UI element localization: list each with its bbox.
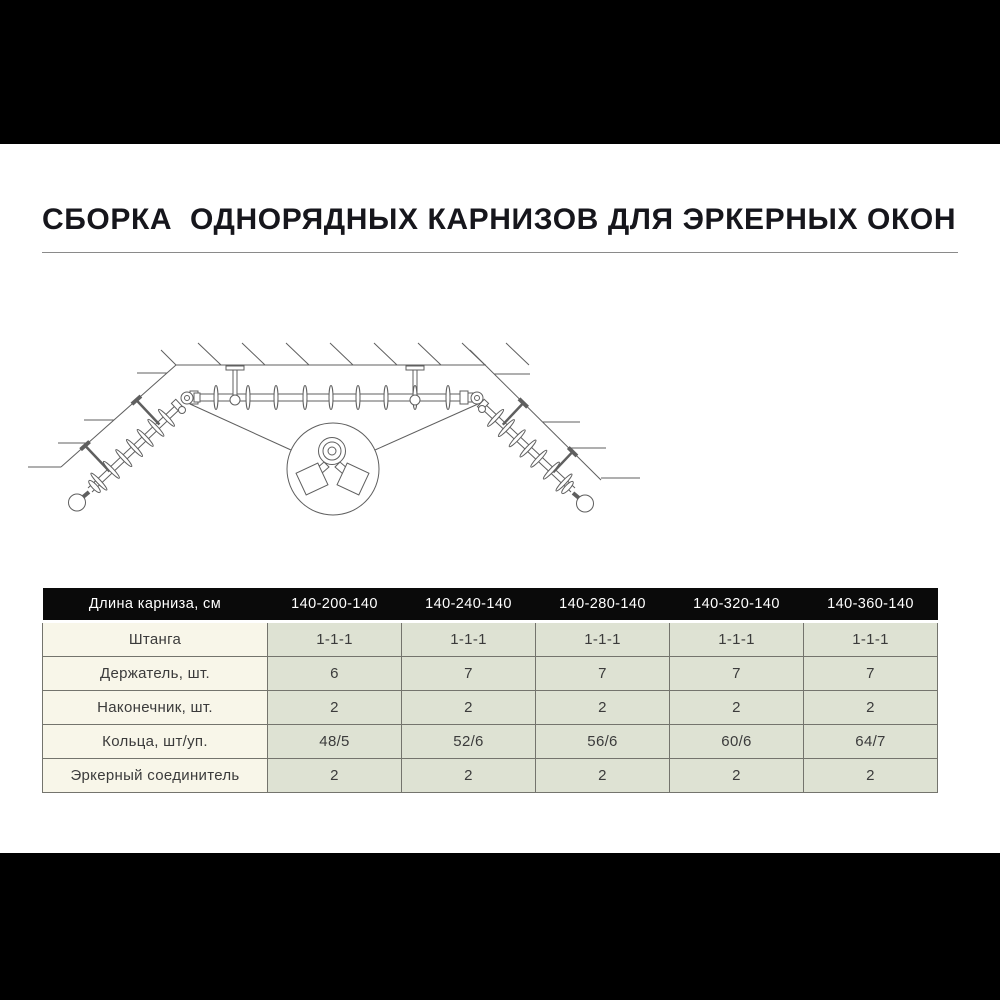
value-cell: 48/5 [268,725,402,759]
row-label: Эркерный соединитель [43,759,268,793]
table-body [43,622,938,793]
finial-ball [69,494,86,511]
value-cell: 56/6 [536,725,670,759]
value-cell: 2 [670,759,804,793]
finial-ball [577,495,594,512]
letterbox-top [0,0,1000,144]
row-label: Держатель, шт. [43,657,268,691]
left-angled-rod [69,396,186,511]
page-title: СБОРКА ОДНОРЯДНЫХ КАРНИЗОВ ДЛЯ ЭРКЕРНЫХ ОКОН [42,203,957,236]
column-header: 140-280-140 [536,588,670,622]
cornice-assembly-drawing [28,330,648,558]
value-cell: 7 [536,657,670,691]
row-label: Кольца, шт/уп. [43,725,268,759]
letterbox-bottom [0,853,1000,1000]
column-header: 140-360-140 [804,588,938,622]
value-cell: 2 [268,691,402,725]
column-header: 140-240-140 [402,588,536,622]
value-cell: 1-1-1 [402,622,536,657]
table-header-row [43,588,938,622]
column-header: Длина карниза, см [43,588,268,622]
wall-hatching [198,343,529,365]
value-cell: 1-1-1 [804,622,938,657]
row-label: Штанга [43,622,268,657]
value-cell: 2 [670,691,804,725]
value-cell: 1-1-1 [670,622,804,657]
table-row [43,691,938,725]
value-cell: 2 [268,759,402,793]
value-cell: 2 [536,759,670,793]
right-angled-rod [477,399,593,512]
value-cell: 2 [402,691,536,725]
row-label: Наконечник, шт. [43,691,268,725]
value-cell: 6 [268,657,402,691]
value-cell: 60/6 [670,725,804,759]
value-cell: 7 [804,657,938,691]
assembly-spec-table [42,588,938,793]
value-cell: 52/6 [402,725,536,759]
column-header: 140-320-140 [670,588,804,622]
title-divider [42,252,958,253]
value-cell: 1-1-1 [536,622,670,657]
table-row [43,759,938,793]
value-cell: 2 [804,759,938,793]
value-cell: 1-1-1 [268,622,402,657]
ceiling-bracket [226,366,424,395]
value-cell: 7 [402,657,536,691]
center-rod [190,366,468,410]
table-row [43,657,938,691]
value-cell: 64/7 [804,725,938,759]
connector-detail-circle [287,423,379,515]
value-cell: 2 [402,759,536,793]
value-cell: 2 [804,691,938,725]
value-cell: 7 [670,657,804,691]
table-row [43,622,938,657]
value-cell: 2 [536,691,670,725]
column-header: 140-200-140 [268,588,402,622]
table-row [43,725,938,759]
